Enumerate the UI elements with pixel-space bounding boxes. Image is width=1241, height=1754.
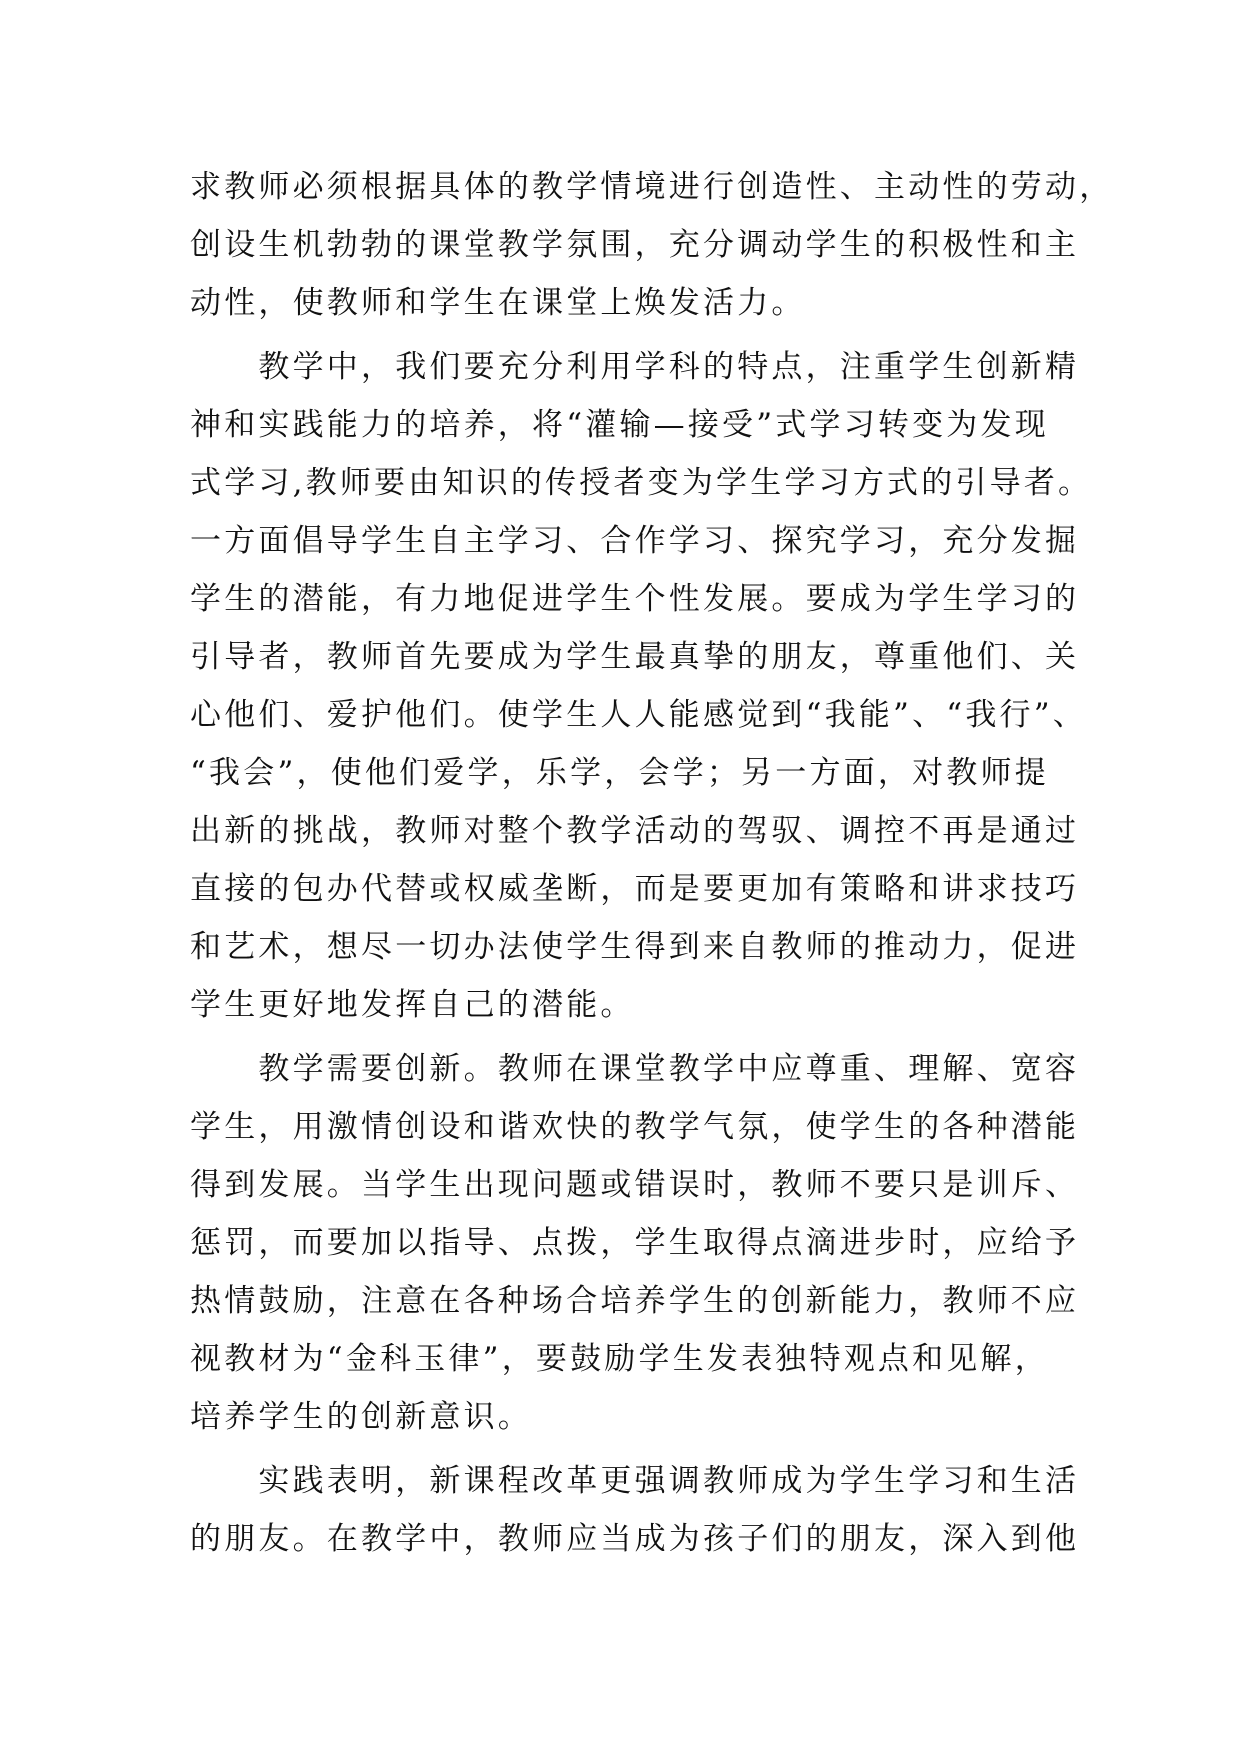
text-line: 得到发展。当学生出现问题或错误时，教师不要只是训斥、 — [190, 1167, 1080, 1203]
paragraph-1 — [190, 158, 1114, 332]
text-line: 引导者，教师首先要成为学生最真挚的朋友，尊重他们、关 — [190, 639, 1080, 675]
text-line: 式学习,教师要由知识的传授者变为学生学习方式的引导者。 — [190, 465, 1093, 501]
body-text — [190, 158, 1114, 1568]
text-line: 学生更好地发挥自己的潜能。 — [190, 987, 635, 1023]
text-line: 的朋友。在教学中，教师应当成为孩子们的朋友，深入到他 — [190, 1521, 1080, 1557]
text-line: 教学需要创新。教师在课堂教学中应尊重、理解、宽容 — [190, 1051, 1080, 1087]
paragraph-3 — [190, 1040, 1090, 1446]
text-line: 视教材为“金科玉律”，要鼓励学生发表独特观点和见解， — [190, 1341, 1049, 1377]
text-line: 教学中，我们要充分利用学科的特点，注重学生创新精 — [190, 349, 1080, 385]
text-line: 热情鼓励，注意在各种场合培养学生的创新能力，教师不应 — [190, 1283, 1080, 1319]
text-line: 神和实践能力的培养，将“灌输—接受”式学习转变为发现 — [190, 407, 1049, 443]
text-line: 动性，使教师和学生在课堂上焕发活力。 — [190, 285, 806, 321]
text-line: 创设生机勃勃的课堂教学氛围，充分调动学生的积极性和主 — [190, 227, 1080, 263]
text-line: 实践表明，新课程改革更强调教师成为学生学习和生活 — [190, 1463, 1080, 1499]
text-line: 学生，用激情创设和谐欢快的教学气氛，使学生的各种潜能 — [190, 1109, 1080, 1145]
text-line: 直接的包办代替或权威垄断，而是要更加有策略和讲求技巧 — [190, 871, 1080, 907]
text-line: 惩罚，而要加以指导、点拨，学生取得点滴进步时，应给予 — [190, 1225, 1080, 1261]
text-line: 心他们、爱护他们。使学生人人能感觉到“我能”、“我行”、 — [190, 697, 1087, 733]
text-line: 求教师必须根据具体的教学情境进行创造性、主动性的劳动， — [190, 169, 1114, 205]
text-line: “我会”，使他们爱学，乐学，会学；另一方面，对教师提 — [190, 755, 1049, 791]
text-line: 培养学生的创新意识。 — [190, 1399, 532, 1435]
text-line: 一方面倡导学生自主学习、合作学习、探究学习，充分发掘 — [190, 523, 1080, 559]
text-line: 和艺术，想尽一切办法使学生得到来自教师的推动力，促进 — [190, 929, 1080, 965]
paragraph-4 — [190, 1452, 1090, 1568]
text-line: 学生的潜能，有力地促进学生个性发展。要成为学生学习的 — [190, 581, 1080, 617]
paragraph-2 — [190, 338, 1093, 1034]
text-line: 出新的挑战，教师对整个教学活动的驾驭、调控不再是通过 — [190, 813, 1080, 849]
